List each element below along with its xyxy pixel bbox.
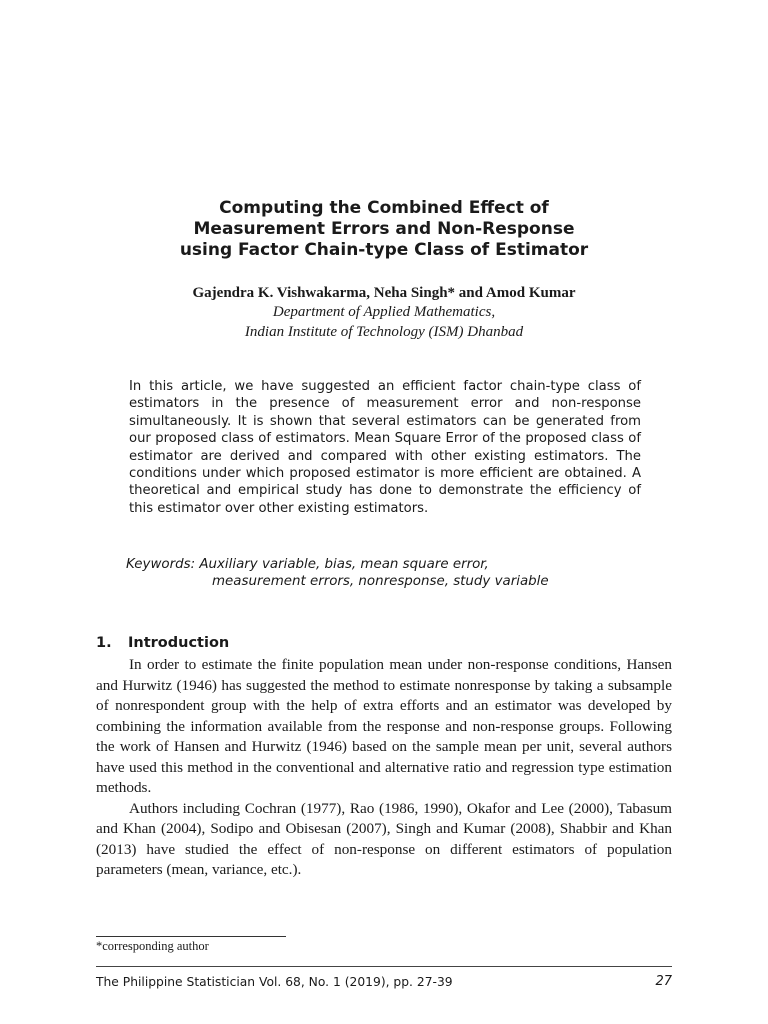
affiliation <box>96 302 672 342</box>
footnote: *corresponding author <box>96 939 209 953</box>
page-footer <box>96 974 672 990</box>
journal-citation: The Philippine Statistician Vol. 68, No. 1 (2019), pp. 27-39 <box>96 975 453 989</box>
title-line-1: Computing the Combined Effect of <box>219 198 549 218</box>
paper-title <box>96 198 672 261</box>
section-number: 1. <box>96 635 112 651</box>
author-list: Gajendra K. Vishwakarma, Neha Singh* and Amod Kumar <box>192 285 576 301</box>
title-line-3: using Factor Chain-type Class of Estimator <box>179 240 589 260</box>
footnote-rule <box>96 936 286 937</box>
keywords <box>126 556 646 590</box>
paragraph: In order to estimate the finite population mean under non-response conditions, Hansen and Hurwitz (1946) has suggested the method to estimate nonresponse by taking a subsample of nonrespondent group with the help of extra efforts and an estimator was developed by combining the information available from the response and non-response groups. Following the work of Hansen and Hurwitz (1946) based on the sample mean per unit, several authors have used this method in the conventional and alternative ratio and regression type estimation methods. <box>96 656 672 796</box>
paragraph: Authors including Cochran (1977), Rao (1986, 1990), Okafor and Lee (2000), Tabasum and Khan (2004), Sodipo and Obisesan (2007), Singh and Kumar (2008), Shabbir and Khan (2013) have studied the effect of non-response on different estimators of population parameters (mean, variance, etc.). <box>96 799 672 878</box>
keywords-line-1: Keywords: Auxiliary variable, bias, mean square error, <box>126 557 489 572</box>
keywords-line-2: measurement errors, nonresponse, study variable <box>212 574 549 589</box>
affiliation-institute: Indian Institute of Technology (ISM) Dhanbad <box>244 324 524 340</box>
section-heading <box>96 634 229 652</box>
body-text <box>96 655 672 881</box>
footer-rule <box>96 966 672 967</box>
page-number: 27 <box>655 974 672 989</box>
section-title: Introduction <box>128 635 230 651</box>
title-line-2: Measurement Errors and Non-Response <box>193 219 575 239</box>
abstract: In this article, we have suggested an efficient factor chain-type class of estimators in the presence of measurement error and non-response simultaneously. It is shown that several estimators can be generated from our proposed class of estimators. Mean Square Error of the proposed class of estimator are derived and compared with other existing estimators. The conditions under which proposed estimator is more efficient are obtained. A theoretical and empirical study has done to demonstrate the efficiency of this estimator over other existing estimators. <box>129 379 641 516</box>
affiliation-department: Department of Applied Mathematics, <box>272 304 496 320</box>
